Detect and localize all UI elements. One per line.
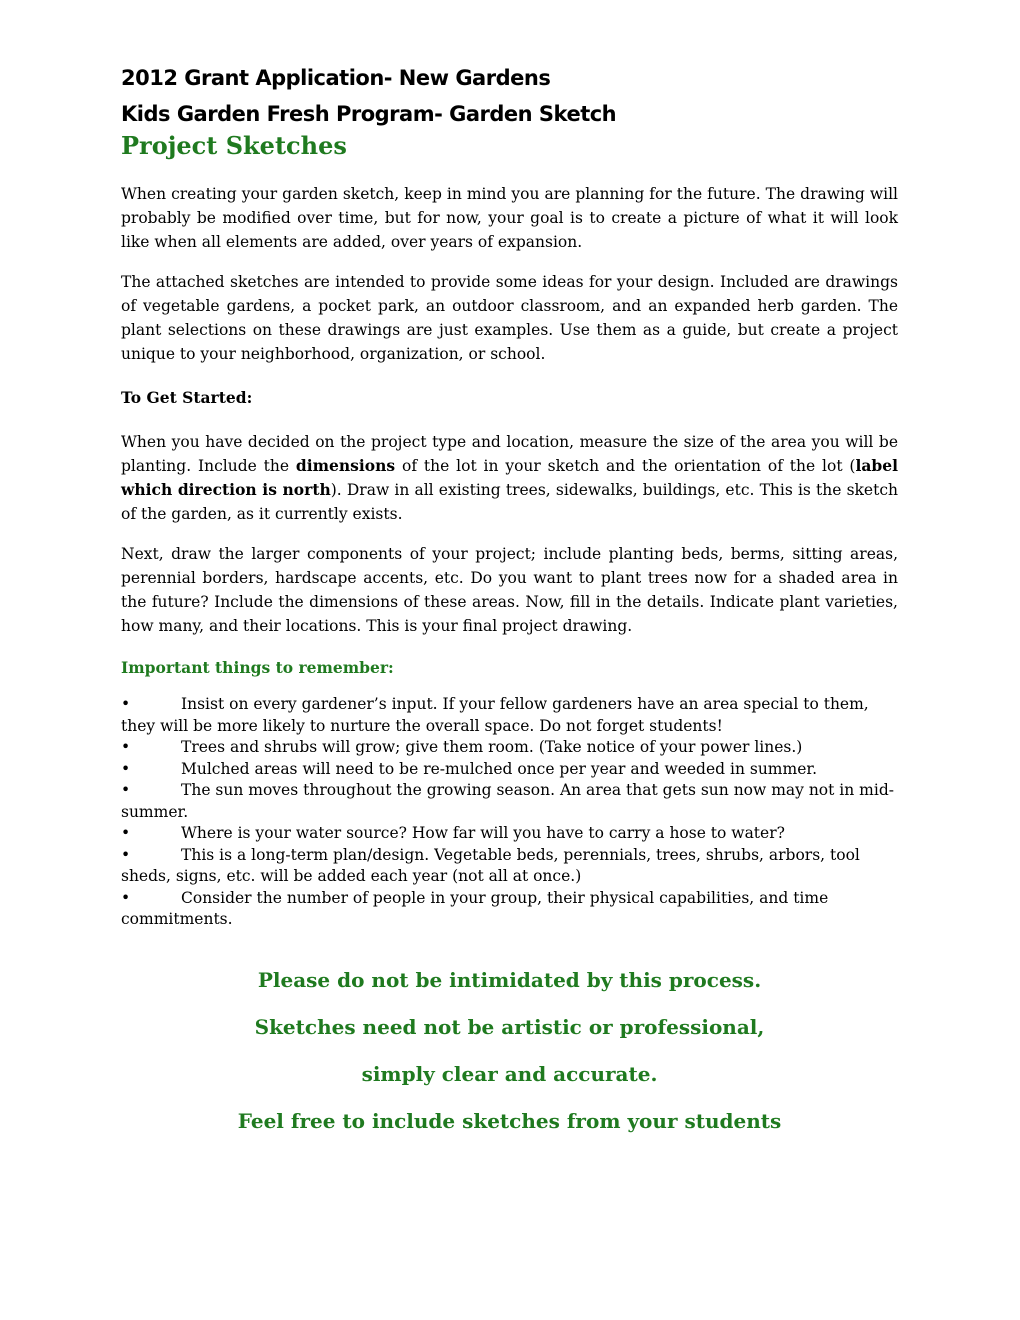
header-line-1: 2012 Grant Application- New Gardens: [121, 66, 551, 90]
list-item: [121, 780, 898, 823]
intro-paragraph-2: The attached sketches are intended to provide some ideas for your design. Included are drawings of vegetable gardens, a pocket park, an outdoor classroom, and an expanded herb garden. The plant selections on these drawings are just examples. Use them as a guide, but create a project unique to your neighborhood, organization, or school.: [121, 273, 898, 363]
north-label-emphasis: label which direction is north: [121, 456, 898, 499]
text-segment: ). Draw in all existing trees, sidewalks, buildings, etc. This is the sketch of the garden, as it currently exists.: [121, 481, 898, 523]
closing-line-1: Please do not be intimidated by this process.: [257, 967, 762, 992]
bullet-icon: •: [121, 759, 131, 778]
get-started-paragraph-1: [121, 430, 898, 526]
bullet-icon: •: [121, 888, 131, 907]
list-item: [121, 845, 898, 888]
closing-message: [121, 967, 898, 1134]
list-item-text: Mulched areas will need to be re-mulched once per year and weeded in summer.: [181, 759, 818, 778]
bullet-icon: •: [121, 781, 131, 799]
get-started-heading: To Get Started:: [121, 388, 253, 407]
text-segment: When you have decided on the project type and location, measure the size of the area you will be planting. Include the: [121, 433, 898, 475]
list-item-text: Consider the number of people in your group, their physical capabilities, and time commitments.: [121, 888, 829, 928]
list-item-text: The sun moves throughout the growing season. An area that gets sun now may not in mid-summer.: [121, 781, 894, 821]
bullet-icon: •: [121, 824, 131, 842]
page-title: Project Sketches: [121, 131, 347, 160]
list-item: [121, 759, 898, 781]
bullet-icon: •: [121, 845, 131, 864]
closing-line-3: simply clear and accurate.: [361, 1061, 658, 1086]
important-heading: Important things to remember:: [121, 658, 394, 677]
list-item-text: Trees and shrubs will grow; give them room. (Take notice of your power lines.): [181, 738, 803, 756]
intro-paragraph-1: When creating your garden sketch, keep in mind you are planning for the future. The drawing will probably be modified over time, but for now, your goal is to create a picture of what it will look like when all elements are added, over years of expansion.: [121, 185, 898, 251]
list-item: [121, 694, 898, 737]
list-item: [121, 888, 898, 931]
remember-list: [121, 694, 898, 931]
dimensions-emphasis: dimensions: [295, 456, 396, 475]
list-item-text: Insist on every gardener’s input. If your fellow gardeners have an area special to them, they will be more likely to nurture the overall space. Do not forget students!: [121, 695, 869, 735]
closing-line-4: Feel free to include sketches from your students: [237, 1108, 782, 1133]
list-item: [121, 823, 898, 845]
closing-line-2: Sketches need not be artistic or professional,: [254, 1014, 765, 1039]
bullet-icon: •: [121, 738, 131, 756]
header-line-2: Kids Garden Fresh Program- Garden Sketch: [121, 102, 617, 126]
bullet-icon: •: [121, 695, 131, 713]
list-item-text: Where is your water source? How far will you have to carry a hose to water?: [181, 824, 785, 842]
get-started-paragraph-2: Next, draw the larger components of your project; include planting beds, berms, sitting areas, perennial borders, hardscape accents, etc. Do you want to plant trees now for a shaded area in the future? Include the dimensions of these areas. Now, fill in the details. Indicate plant varieties, how many, and their locations. This is your final project drawing.: [121, 545, 898, 635]
list-item: [121, 737, 898, 759]
text-segment: of the lot in your sketch and the orientation of the lot (: [395, 457, 856, 475]
list-item-text: This is a long-term plan/design. Vegetable beds, perennials, trees, shrubs, arbors, tool sheds, signs, etc. will be added each year (not all at once.): [121, 845, 860, 885]
